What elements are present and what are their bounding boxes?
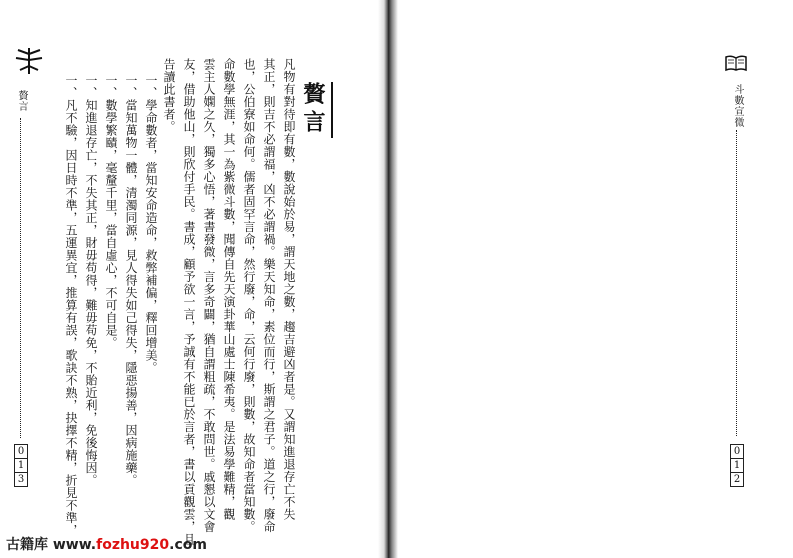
margin-rule-left — [20, 118, 22, 438]
running-head-left: 贅言 — [16, 90, 27, 112]
page-number-right: 0 1 2 — [730, 444, 744, 487]
watermark: 古籍库 www.fozhu920.com — [6, 537, 207, 553]
paragraph-column: 友，借助他山，則欣付手民。書成，顧予欲一言，予誠有不能已於言者，書以貢觀雲，且 — [182, 58, 196, 546]
right-page — [162, 0, 793, 558]
paragraph-column: 一、當知萬物一體，清濁同源，見人得失如己得失，隱惡揚善，因病施藥。 — [124, 74, 138, 487]
paragraph-column: 其正，則吉不必謂福，凶不必謂禍。樂天知命，素位而行，斯謂之君子。道之行，廢命 — [262, 58, 276, 533]
paragraph-column: 命數學無涯，其一為紫微斗數，聞傳自先天演卦華山處士陳希夷。是法易學難精，觀 — [222, 58, 236, 521]
running-head-right: 斗數宣微 — [732, 84, 743, 128]
paragraph-column: 凡物有對待即有數，數說始於易，謂天地之數，趨吉避凶者是。又謂知進退存亡不失 — [282, 58, 296, 521]
page-number-left: 0 1 3 — [14, 444, 28, 487]
section-title: 贅言 — [298, 82, 333, 138]
paragraph-column: 也，公伯寮如命何。儒者固罕言命，然行廢，命，云何行廢，則數，故知命者當知數。 — [242, 58, 256, 533]
paragraph-column: 一、凡不驗，因日時不準，五運異宜，推算有誤，歌訣不熟，抉擇不精，折見不準， — [64, 74, 78, 537]
paragraph-column: 告讀此書者。 — [162, 58, 176, 133]
margin-rule-right — [736, 130, 738, 436]
paragraph-column: 一、數學繁賾，毫釐千里，當自虛心，不可自是。 — [104, 74, 118, 349]
paragraph-column: 一、知進退存亡，不失其正，財毋苟得，難毋苟免，不貽近利，免後悔因。 — [84, 74, 98, 487]
paragraph-column: 雲主人嫻之久，獨多心悟，著書發微，言多奇闢，猶自謂粗疏，不敢問世。戚懇以文會 — [202, 58, 216, 533]
paragraph-column: 一、學命數者，當知安命造命，救弊補偏，釋回增美。 — [144, 74, 158, 374]
open-book-icon — [724, 54, 748, 72]
bamboo-ornament-icon — [12, 44, 46, 78]
book-gutter — [378, 0, 398, 558]
